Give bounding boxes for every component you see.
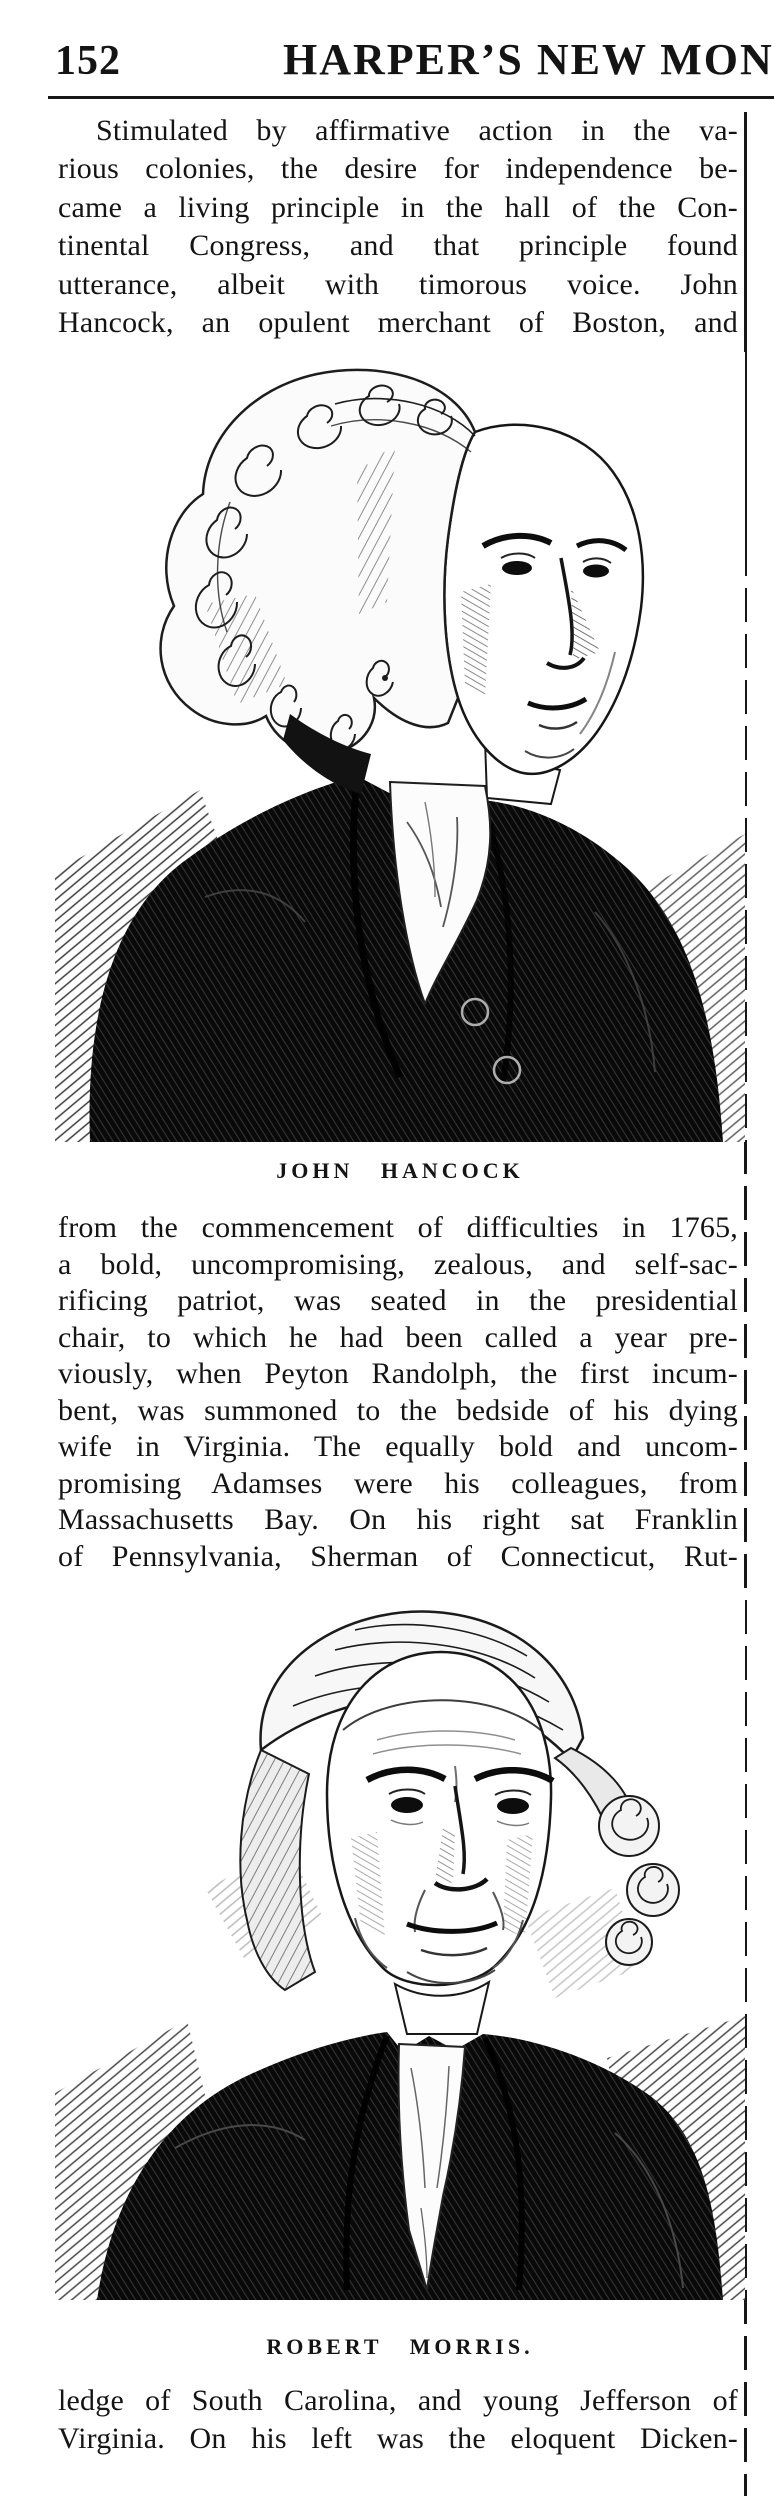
page-number: 152	[55, 38, 121, 84]
figure-caption-john-hancock: JOHN HANCOCK	[276, 1158, 524, 1183]
paragraph-1	[58, 112, 738, 342]
text-line: rious colonies, the desire for independence be-	[58, 152, 738, 186]
text-line: wife in Virginia. The equally bold and uncom-	[58, 1430, 738, 1463]
text-line: Virginia. On his left was the eloquent Dicken-	[58, 2422, 738, 2455]
text-line: rificing patriot, was seated in the presidential	[58, 1284, 738, 1317]
figure-caption-robert-morris: ROBERT MORRIS.	[266, 2334, 534, 2359]
text-line: a bold, uncompromising, zealous, and self-sac-	[58, 1247, 738, 1281]
text-line: chair, to which he had been called a year pre-	[58, 1320, 738, 1354]
text-line: Stimulated by affirmative action in the va-	[96, 114, 738, 147]
text-line: tinental Congress, and that principle found	[58, 229, 738, 263]
text-line: Massachusetts Bay. On his right sat Franklin	[58, 1503, 738, 1536]
paragraph-2	[58, 1210, 738, 1575]
paragraph-3	[58, 2382, 738, 2458]
text-line: of Pennsylvania, Sherman of Connecticut, Rut-	[58, 1539, 738, 1573]
text-line: viously, when Peyton Randolph, the first incum-	[58, 1357, 738, 1390]
text-line: Hancock, an opulent merchant of Boston, and	[58, 306, 738, 340]
text-line: promising Adamses were his colleagues, from	[58, 1466, 738, 1500]
portrait-robert-morris	[55, 1588, 745, 2300]
text-line: bent, was summoned to the bedside of his dying	[58, 1393, 738, 1427]
running-head-title: HARPER’S NEW MON	[283, 35, 774, 84]
text-line: ledge of South Carolina, and young Jefferson of	[58, 2384, 738, 2417]
text-line: utterance, albeit with timorous voice. John	[58, 267, 738, 301]
text-line: came a living principle in the hall of the Con-	[58, 190, 738, 224]
header-rule	[48, 96, 774, 99]
portrait-john-hancock	[55, 352, 745, 1142]
text-line: from the commencement of difficulties in 1765,	[58, 1211, 738, 1244]
